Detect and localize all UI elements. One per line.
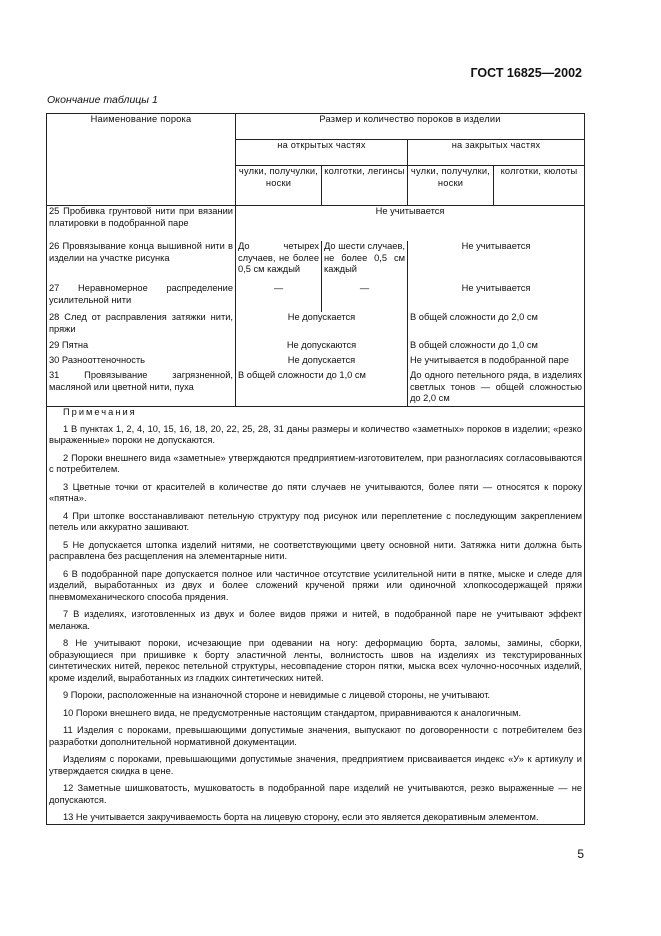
header-stockings-closed: чулки, получулки, носки xyxy=(408,166,494,206)
notes-title: Примечания xyxy=(63,407,137,417)
note-item: 4 При штопке восстанавливают петельную структуру под рисунок или переплетение с последующим закреплением петель или аккуратно зашивают. xyxy=(49,510,583,532)
defect-value: До одного петельного ряда, в изделиях светлых тонов — общей сложностью до 2,0 см xyxy=(408,370,585,407)
note-item: 2 Пороки внешнего вида «заметные» утверждаются предприятием-изготовителем, при разногласиях согласовываются с потребителем. xyxy=(49,452,583,474)
defect-value: До четырех случаев, не более 0,5 см каждый xyxy=(236,241,322,283)
table-caption: Окончание таблицы 1 xyxy=(47,94,158,106)
defect-name: 29 Пятна xyxy=(47,340,236,355)
notes-section xyxy=(47,407,585,825)
note-item: 8 Не учитывают пороки, исчезающие при одевании на ногу: деформацию борта, заломы, замины, сборки, образующиеся при пришивке к борту эластичной ленты, волнистость швов на изделиях из текстурированных синтетических нитей, перекос петельной структуры, несовпадение сторон пятки, мыска всех чулочно-носочных изделий, кроме изделий, выработанных из гладких синтетических нитей. xyxy=(49,638,583,683)
table-row xyxy=(47,355,585,370)
header-open-parts: на открытых частях xyxy=(236,140,408,166)
defect-value: В общей сложности до 2,0 см xyxy=(408,312,585,340)
note-item: 1 В пунктах 1, 2, 4, 10, 15, 16, 18, 20, 22, 25, 28, 31 даны размеры и количество «заметных» пороков в изделии; «резко выраженные» пороки не допускаются. xyxy=(49,423,583,445)
defects-table xyxy=(46,113,585,825)
defect-value: Не учитывается в подобранной паре xyxy=(408,355,585,370)
defect-value: Не допускается xyxy=(236,312,408,340)
header-tights-closed: колготки, кюлоты xyxy=(494,166,585,206)
defect-name: 28 След от расправления затяжки нити, пряжи xyxy=(47,312,236,340)
note-item: 3 Цветные точки от красителей в количестве до пяти случаев не учитываются, более пяти — относятся к пороку «пятна». xyxy=(49,481,583,503)
note-item: 11 Изделия с пороками, превышающими допустимые значения, выпускают по договоренности с потребителем без разработки дополнительной нормативной документации. xyxy=(49,725,583,747)
defect-value: — xyxy=(236,283,322,312)
defect-value: — xyxy=(322,283,408,312)
document-code: ГОСТ 16825—2002 xyxy=(470,66,582,80)
table-row xyxy=(47,206,585,242)
table-row xyxy=(47,312,585,340)
defect-value: До шести случаев, не более 0,5 см каждый xyxy=(322,241,408,283)
table-row xyxy=(47,370,585,407)
note-item: 12 Заметные шишковатость, мушковатость в подобранной паре изделий не учитываются, резко выраженные — не допускаются. xyxy=(49,783,583,805)
note-item: 5 Не допускается штопка изделий нитями, не соответствующими цвету основной нити. Затяжка нити должна быть расправлена без расщепления на элементарные нити. xyxy=(49,539,583,561)
page-number: 5 xyxy=(577,847,584,861)
header-size-count: Размер и количество пороков в изделии xyxy=(236,114,585,140)
defect-name: 26 Провязывание конца вышивной нити в изделии на участке рисунка xyxy=(47,241,236,283)
table-row xyxy=(47,241,585,283)
header-closed-parts: на закрытых частях xyxy=(408,140,585,166)
note-item: 13 Не учитывается закручиваемость борта на лицевую сторону, если это является декоративным элементом. xyxy=(63,812,539,822)
header-tights-open: колготки, легинсы xyxy=(322,166,408,206)
defect-value: Не учитывается xyxy=(408,241,585,283)
note-item: 10 Пороки внешнего вида, не предусмотренные настоящим стандартом, приравниваются к аналогичным. xyxy=(63,707,522,718)
note-item: 9 Пороки, расположенные на изнаночной стороне и невидимые с лицевой стороны, не учитывают. xyxy=(63,690,490,700)
defect-name: 31 Провязывание загрязненной, масляной или цветной нити, пуха xyxy=(47,370,236,407)
table-row xyxy=(47,340,585,355)
defect-value: Не учитывается xyxy=(408,283,585,312)
header-stockings-open: чулки, получулки, носки xyxy=(236,166,322,206)
note-item: 6 В подобранной паре допускается полное или частичное отсутствие усилительной нити в пятке, мыске и следе для изделий, выработанных из двух и более сложений крученой пряжи или одиночной хлопкосодержащей пряжи пневмомеханического способа прядения. xyxy=(49,568,583,602)
defect-value: Не допускается xyxy=(236,355,408,370)
defect-value: В общей сложности до 1,0 см xyxy=(236,370,408,407)
defect-value: Не допускаются xyxy=(236,340,408,355)
defect-value: В общей сложности до 1,0 см xyxy=(408,340,585,355)
table-row xyxy=(47,283,585,312)
note-item: Изделиям с пороками, превышающими допустимые значения, предприятием присваивается индекс «У» к артикулу и утверждается скидка в цене. xyxy=(49,754,583,776)
note-item: 7 В изделиях, изготовленных из двух и более видов пряжи и нитей, в подобранной паре не учитывают эффект меланжа. xyxy=(49,609,583,631)
defect-name: 30 Разнооттеночность xyxy=(47,355,236,370)
header-defect-name: Наименование порока xyxy=(47,114,236,206)
defect-name: 27 Неравномерное распределение усилительной нити xyxy=(47,283,236,312)
defect-value: Не учитывается xyxy=(236,206,585,242)
defect-name: 25 Пробивка грунтовой нити при вязании платировки в подобранной паре xyxy=(47,206,236,242)
